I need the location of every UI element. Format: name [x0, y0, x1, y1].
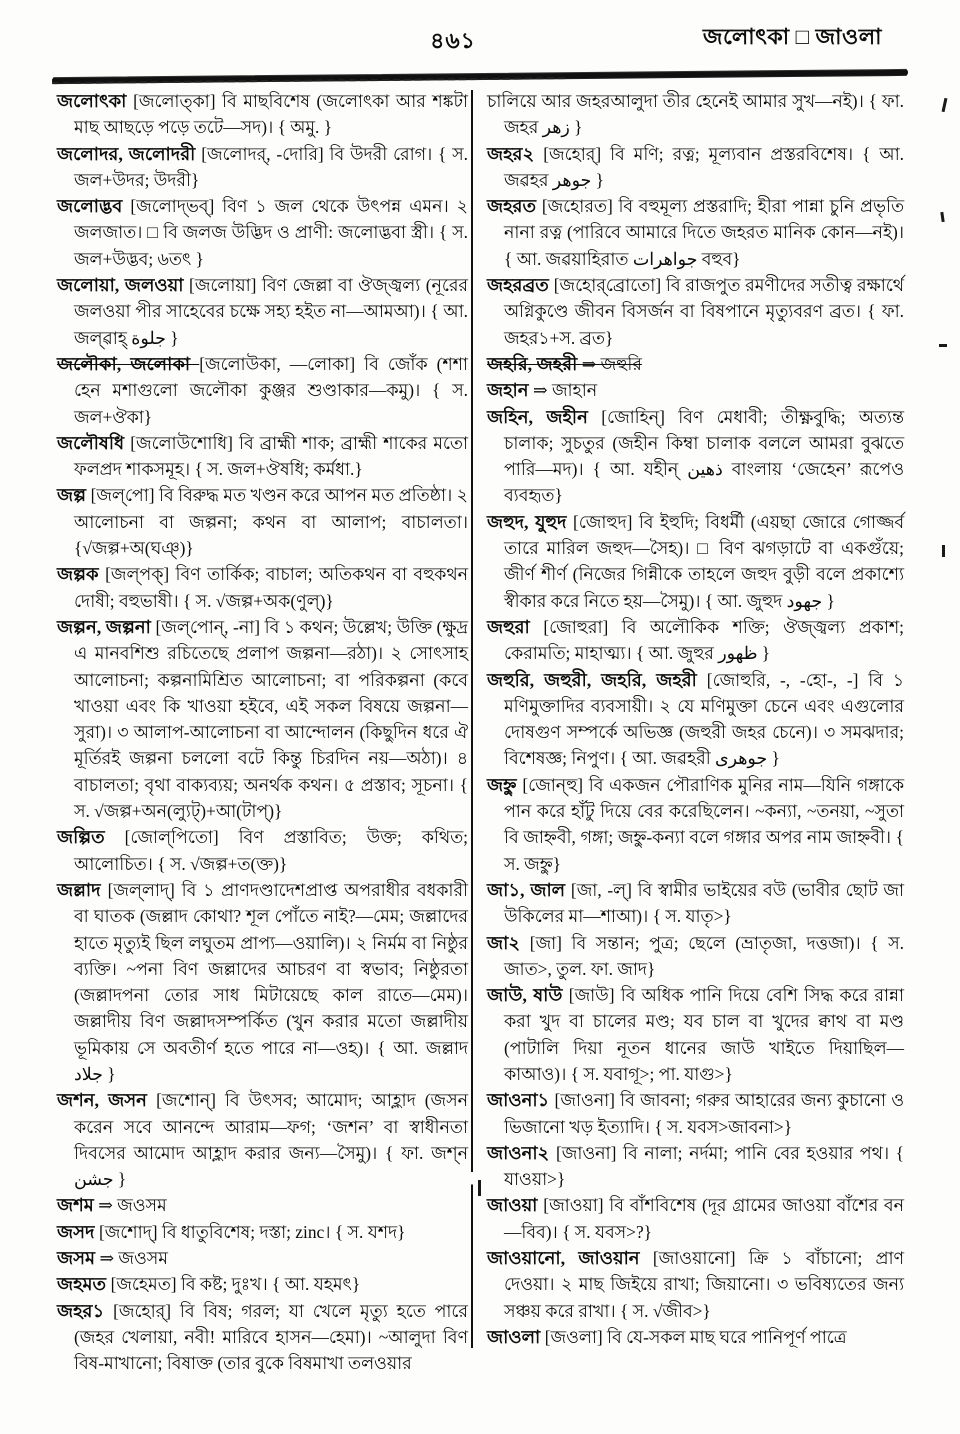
entry-headword: জহমত [57, 1274, 111, 1295]
dictionary-entry [487, 614, 904, 667]
guide-words: জলোৎকা □ জাওলা [702, 24, 882, 49]
dictionary-entry [487, 404, 904, 509]
entry-body: ⇒ জহুরি [581, 353, 642, 374]
dictionary-entry [57, 614, 468, 824]
entry-body: ⇒ জওসম [98, 1195, 167, 1216]
dictionary-entry [57, 193, 468, 272]
entry-headword: জল্পিত [57, 827, 125, 848]
dictionary-entry [487, 1087, 904, 1140]
entry-headword: জহর১ [57, 1300, 114, 1321]
entry-body: [জাউ] বি অধিক পানি দিয়ে বেশি সিদ্ধ করে রান্না করা খুদ বা চালের মণ্ড; যব চাল বা খুদের ক্বাথ বা মণ্ড (পাটালি দিয়া নূতন ধানের জাউ খাইতে দিয়াছিল—কাআও)। { স. যবাগূ>; পা. যাগু>} [504, 985, 904, 1084]
dictionary-entry [487, 509, 904, 614]
dictionary-entry [487, 982, 904, 1087]
dictionary-entry [57, 272, 468, 351]
entry-headword: জলৌকা, জলোকা [57, 353, 200, 374]
entry-headword: জা১, জাল [487, 879, 571, 900]
entry-body: ⇒ জাহান [533, 380, 598, 401]
entry-headword: জাওনা২ [487, 1142, 556, 1163]
entry-headword: জল্লাদ [57, 879, 108, 900]
entry-headword: জলোৎকা [57, 91, 134, 111]
dictionary-entry [487, 772, 904, 877]
dictionary-entry [57, 561, 468, 614]
entry-headword: জলোদ্ভব [57, 196, 131, 217]
entry-headword: জহরব্রত [487, 275, 554, 296]
dictionary-entry [487, 930, 904, 983]
entry-body: [জলোদ্‌ভব্] বিণ ১ জল থেকে উৎপন্ন এমন। ২ জলজাত। □ বি জলজ উদ্ভিদ ও প্রাণী: জলোদ্ভবা স্ত্রী। { স. জল+উদ্ভব; ৬তৎ } [74, 196, 468, 269]
entry-body: [জশোদ্] বি ধাতুবিশেষ; দস্তা; zinc। { স. যশদ} [98, 1221, 406, 1242]
entry-body: [জহোর্] বি বিষ; গরল; যা খেলে মৃত্যু হতে পারে (জহর খেলায়া, নবী! মারিবে হাসন—হেমা)। ~আলুদা বিণ বিষ-মাখানো; বিষাক্ত (তার বুকে বিষমাখা তলওয়ার [74, 1300, 468, 1374]
header-rule [52, 70, 908, 83]
entry-body: [জহোরত] বি বহুমূল্য প্রস্তরাদি; হীরা পান্না চুনি প্রভৃতি নানা রত্ন (পারিবে আমারে দিতে জহরত মানিক কোন—নই)। { আ. জৱয়াহিরাত جواهرات বহুব} [504, 196, 905, 269]
entry-body: [জলোত্‌কা] বি মাছবিশেষ (জলোৎকা আর শঙ্কটা মাছ আছড়ে পড়ে তটে—সদ)। { অমু. } [74, 91, 469, 138]
entry-body: চালিয়ে আর জহরআলুদা তীর হেনেই আমার সুখ—নই)। { ফা. জহর زهر } [487, 91, 904, 138]
dictionary-entry [487, 1245, 904, 1324]
entry-headword: জাওনা১ [487, 1090, 555, 1111]
dictionary-entry [57, 482, 468, 561]
entry-body: [জল্‌পোন্, -না] বি ১ কথন; উল্লেখ; উক্তি (ক্ষুদ্র এ মানবশিশু রচিতেছে প্রলাপ জল্পনা—রঠা)। ২ সোৎসাহ আলোচনা; কল্পনামিশ্রিত আলোচনা; বা পরিকল্পনা (কবে খাওয়া এবং কি খাওয়া হইবে, এই সকল বিষয়ে জল্পনা—সুরা)। ৩ আলাপ-আলোচনা বা আন্দোলন (কিছুদিন ধরে ঐ মূর্তিরই জল্পনা চললো বটে কিন্তু চিরদিন নয়—অঠা)। ৪ বাচালতা; বৃথা বাক্যব্যয়; অনর্থক কথন। ৫ প্রস্তাব; সূচনা। { স. √জল্প+অন(ল্যুট্)+আ(টাপ্)} [74, 616, 468, 822]
entry-body: [জোহুরি, -, -হো-, -] বি ১ মণিমুক্তাদির ব্যবসায়ী। ২ যে মণিমুক্তা চেনে এবং এগুলোর দোষগুণ সম্পর্কে অভিজ্ঞ (জহুরী জহর চেনে)। ৩ সমঝদার; বিশেষজ্ঞ; নিপুণ। { আ. জৱহরী جوهرى } [504, 669, 904, 769]
dictionary-entry [57, 1298, 468, 1377]
entry-body: [জোল্‌পিতো] বিণ প্রস্তাবিত; উক্ত; কথিত; আলোচিত। { স. √জল্প+ত(ক্ত)} [74, 827, 468, 874]
entry-body: [জল্‌পো] বি বিরুদ্ধ মত খণ্ডন করে আপন মত প্রতিষ্ঠা। ২ আলোচনা বা জল্পনা; কথন বা আলাপ; বাচালতা। {√জল্প+অ(ঘঞ্)} [74, 485, 468, 559]
dictionary-entry [487, 667, 904, 772]
entry-headword: জশম [57, 1195, 99, 1216]
scan-artifact [940, 212, 944, 222]
dictionary-entry [487, 877, 904, 930]
entry-headword: জহিন, জহীন [487, 406, 602, 427]
dictionary-entry [57, 430, 468, 483]
dictionary-entry [57, 351, 468, 430]
entry-headword: জলৌষধি [57, 432, 131, 453]
entry-body: [জাওয়া] বি বাঁশবিশেষ (দূর গ্রামের জাওয়া বাঁশের বন—বিব)। { স. যবস>?} [504, 1195, 904, 1242]
scan-artifact [478, 1180, 481, 1196]
entry-body: [জলোদর্, -দোরি] বি উদরী রোগ। { স. জল+উদর; উদরী} [74, 143, 468, 190]
dictionary-entry [487, 141, 904, 194]
dictionary-entry [57, 1087, 468, 1192]
dictionary-entry [487, 1192, 904, 1245]
entry-headword: জল্প [57, 485, 91, 506]
entry-headword: জহ্নু [487, 774, 523, 795]
scan-artifact [939, 344, 947, 347]
dictionary-entry [487, 1324, 904, 1350]
dictionary-entry [57, 1271, 468, 1297]
entry-body: [জশোন্] বি উৎসব; আমোদ; আহ্লাদ (জসন করেন সবে আনন্দে আরাম—ফগ; ‘জশন’ বা স্বাধীনতা দিবসের আমোদ আহ্লাদ করার জন্য—সৈমু)। { ফা. জশ্‌ন جشن } [74, 1090, 468, 1190]
dictionary-entry [487, 88, 904, 141]
entry-headword: জা২ [487, 932, 530, 953]
entry-body: [জল্‌পক্] বিণ তার্কিক; বাচাল; অতিকথন বা বহুকথন দোষী; বহুভাষী। { স. √জল্প+অক(ণুল্)} [74, 564, 468, 611]
entry-headword: জলোয়া, জলওয়া [57, 275, 190, 296]
entry-headword: জহান [487, 380, 534, 401]
entry-headword: জহর২ [487, 143, 544, 164]
dictionary-entry [487, 377, 904, 403]
entry-body: [জোন্‌হু] বি একজন পৌরাণিক মুনির নাম—যিনি গঙ্গাকে পান করে হাঁটু দিয়ে বের করেছিলেন। ~কন্যা, ~তনয়া, ~সুতা বি জাহ্নবী, গঙ্গা; জহ্নু-কন্যা বলে গঙ্গার অপর নাম জাহ্নবী। { স. জহ্নু} [504, 774, 904, 874]
dictionary-entry [57, 1245, 468, 1271]
entry-headword: জহুরি, জহুরী, জহরি, জহরী [487, 669, 707, 690]
dictionary-entry [57, 141, 468, 194]
dictionary-entry [487, 1140, 904, 1193]
entry-headword: জশন, জসন [57, 1090, 157, 1111]
entry-headword: জসম [57, 1248, 100, 1269]
entry-body: [জোহুরা] বি অলৌকিক শক্তি; ঔজ্জ্বল্য প্রকাশ; কেরামতি; মাহাত্ম্য। { আ. জুহুর ظهور } [504, 616, 905, 664]
entry-headword: জল্পন, জল্পনা [57, 616, 156, 637]
entry-headword: জাওলা [487, 1326, 545, 1347]
entry-headword: জহরি, জহরী [487, 353, 582, 374]
entry-headword: জলোদর, জলোদরী [57, 143, 202, 164]
entry-body: [জল্‌লাদ্] বি ১ প্রাণদণ্ডাদেশপ্রাপ্ত অপরাধীর বধকারী বা ঘাতক (জল্লাদ কোথা? শূল পোঁতে নাই?—মেম; জল্লাদের হাতে মৃত্যুই ছিল লঘুতম প্রাপ্য—ওয়ালি)। ২ নির্মম বা নিষ্ঠুর ব্যক্তি। ~পনা বিণ জল্লাদের আচরণ বা স্বভাব; নিষ্ঠুরতা (জল্লাদপনা তোর সাধ মিটায়েছে কাল রাতে—মেম)। জল্লাদীয় বিণ জল্লাদসম্পর্কিত (খুন করার মতো জল্লাদীয় ভূমিকায় সে অবতীর্ণ হতে পারে না—ওহ)। { আ. জল্লাদ جلاد } [74, 879, 468, 1084]
left-column [57, 88, 468, 1377]
dictionary-entry [57, 824, 468, 877]
right-column [487, 88, 904, 1350]
entry-headword: জল্পক [57, 564, 106, 585]
dictionary-entry [487, 193, 904, 272]
entry-body: [জাওনা] বি নালা; নর্দমা; পানি বের হওয়ার পথ। { যাওয়া>} [504, 1142, 904, 1190]
column-divider [471, 90, 473, 1348]
entry-body: [জওলা] বি যে-সকল মাছ ঘরে পানিপূর্ণ পাত্রে [544, 1326, 847, 1347]
entry-headword: জসদ [57, 1221, 99, 1242]
entry-body: [জহোর্] বি মণি; রত্ন; মূল্যবান প্রস্তরবিশেষ। { আ. জৱহর جوهر } [504, 143, 905, 190]
entry-body: [জা] বি সন্তান; পুত্র; ছেলে (ভ্রাতৃজা, দত্তজা)। { স. জাত>, তুল. ফা. জাদ} [504, 932, 905, 979]
dictionary-entry [57, 1219, 468, 1245]
dictionary-entry [487, 272, 904, 351]
entry-body: [জলোউশোধি] বি ব্রাহ্মী শাক; ব্রাহ্মী শাকের মতো ফলপ্রদ শাকসমূহ। { স. জল+ঔষধি; কর্মধা.} [74, 432, 468, 480]
entry-body: [জাওয়ানো] ক্রি ১ বাঁচানো; প্রাণ দেওয়া। ২ মাছ জিইয়ে রাখা; জিয়ানো। ৩ ভবিষ্যতের জন্য সঞ্চয় করে রাখা। { স. √জীব>} [504, 1248, 904, 1321]
scan-artifact [942, 98, 948, 112]
entry-body: ⇒ জওসম [99, 1248, 168, 1269]
entry-headword: জাওয়ানো, জাওয়ান [487, 1248, 653, 1269]
dictionary-entry [57, 1192, 468, 1218]
entry-headword: জহরত [487, 196, 542, 217]
entry-body: [জহোর্‌ব্রোতো] বি রাজপুত রমণীদের সতীত্ব রক্ষার্থে অগ্নিকুণ্ডে জীবন বিসর্জন বা বিষপানে মৃত্যুবরণ ব্রত। { ফা. জহর১+স. ব্রত} [504, 275, 904, 348]
entry-body: [জা, -ল্] বি স্বামীর ভাইয়ের বউ (ভাবীর ছোট জা উকিলের মা—শাআ)। { স. যাতৃ>} [504, 879, 904, 927]
entry-body: [জহেমত] বি কষ্ট; দুঃখ। { আ. যহমৎ} [110, 1274, 361, 1295]
page-number: ৪৬১ [430, 28, 476, 53]
dictionary-entry [57, 88, 468, 141]
entry-body: [জোহিন্] বিণ মেধাবী; তীক্ষ্ণবুদ্ধি; অত্যন্ত চালাক; সুচতুর (জহীন কিম্বা চালাক বললে আমরা বুঝতে পারি—মদ)। { আ. যহীন্ ذهين বাংলায় ‘জেহেন’ রূপেও ব্যবহৃত} [504, 406, 904, 506]
dictionary-entry [57, 877, 468, 1087]
entry-headword: জহুরা [487, 616, 544, 637]
entry-headword: জাউ, ষাউ [487, 985, 569, 1006]
entry-body: [জলোউকা, —লোকা] বি জোঁক (শশা হেন মশাগুলো জলৌকা কুঞ্জর শুণ্ডাকার—কমু)। { স. জল+ঔকা} [74, 353, 468, 427]
entry-headword: জহুদ, যুহুদ [487, 511, 573, 532]
entry-body: [জলোয়া] বিণ জেল্লা বা ঔজ্জ্বল্য (নূরের জলওয়া পীর সাহেবের চক্ষে সহ্য হইত না—আমআ)। { আ. জল্‌ৱাহ্ جلوة } [74, 275, 469, 348]
entry-headword: জাওয়া [487, 1195, 544, 1216]
entry-body: [জোহুদ] বি ইহুদি; বিধর্মী (এয়ছা জোরে গোজ্জর্ব তারে মারিল জহুদ—সৈহ)। □ বিণ ঝগড়াটে বা একগুঁয়ে; জীর্ণ শীর্ণ (নিজের গিন্নীকে তাহলে জহুদ বুড়ী বলে প্রকাশ্যে স্বীকার করে নিতে হয়—সৈমু)। { আ. জুহুদ جهود } [504, 511, 904, 611]
scan-artifact [942, 545, 945, 557]
entry-body: [জাওনা] বি জাবনা; গরুর আহারের জন্য কুচানো ও ভিজানো খড় ইত্যাদি। { স. যবস>জাবনা>} [504, 1090, 904, 1137]
dictionary-entry [487, 351, 904, 377]
